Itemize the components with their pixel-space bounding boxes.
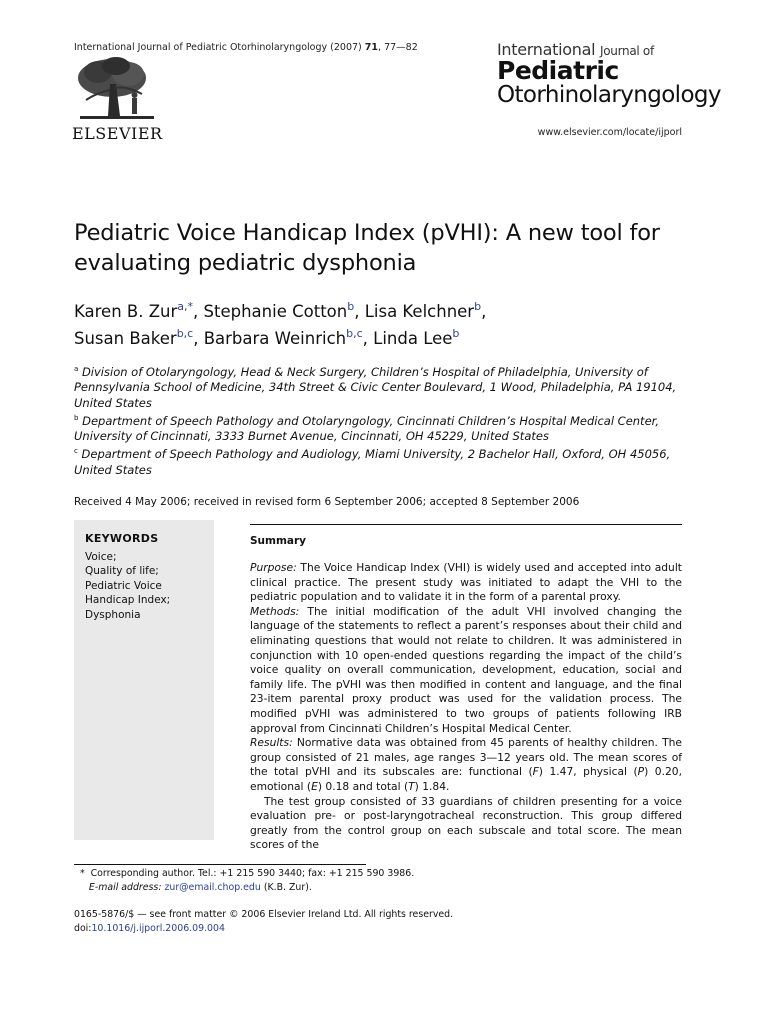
abstract-results <box>250 736 682 794</box>
author-affiliation-mark[interactable]: b <box>347 300 355 313</box>
keyword-item: Quality of life; <box>85 565 159 578</box>
summary-top-rule <box>250 524 682 525</box>
journal-logo-international: International <box>497 40 596 59</box>
email-link[interactable]: zur@email.chop.edu <box>164 882 261 893</box>
author-name: Barbara Weinrich <box>203 329 347 348</box>
results-var: T <box>408 779 415 793</box>
front-matter <box>74 908 453 936</box>
methods-label: Methods: <box>250 604 300 618</box>
keywords-box <box>74 520 214 840</box>
author-name: Karen B. Zur <box>74 302 178 321</box>
author-name: Lisa Kelchner <box>364 302 475 321</box>
results-text: ) 1.84. <box>414 779 450 793</box>
journal-citation <box>74 42 418 53</box>
elsevier-tree-logo <box>70 54 160 126</box>
footnote <box>74 867 414 895</box>
keywords-heading: KEYWORDS <box>85 532 159 545</box>
author-affiliation-mark[interactable]: b <box>474 300 482 313</box>
keyword-item: Handicap Index; <box>85 594 171 607</box>
corresponding-text: Corresponding author. Tel.: +1 215 590 3440; fax: +1 215 590 3986. <box>90 868 415 879</box>
results-text: ) 0.18 and total ( <box>317 779 409 793</box>
author-affiliation-mark[interactable]: b <box>452 327 460 340</box>
author-separator: , <box>193 302 204 321</box>
citation-volume: 71 <box>364 42 379 53</box>
email-suffix: (K.B. Zur). <box>263 882 312 893</box>
journal-logo-journal-of: Journal of <box>600 44 654 58</box>
affiliation-text: Division of Otolaryngology, Head & Neck Surgery, Children’s Hospital of Philadelphia, University of Pennsylvania School of Medicine, 34th Street & Civic Center Boulevard, 1 Wood, Philadelphia, PA 19104, United States <box>74 365 677 410</box>
results-text: Normative data was obtained from 45 parents of healthy children. The group consisted of 21 males, age ranges 3—12 years old. The mean scores of the total pVHI and its subscales are: functional ( <box>250 736 682 779</box>
methods-text: The initial modification of the adult VHI involved changing the language of the statements to reflect a parent’s responses about their child and eliminating questions that would not relate to children. It was administered in conjunction with 10 open-ended questions regarding the impact of the child’s voice quality on overall communication, development, education, social and family life. The pVHI was then modified in content and language, and the final 23-item parental proxy product was used for the validation process. The modified pVHI was administered to two groups of patients following IRB approval from Cincinnati Children’s Hospital Medical Center. <box>250 604 682 735</box>
author-name: Linda Lee <box>373 329 453 348</box>
author-list <box>74 296 714 350</box>
affiliation-text: Department of Speech Pathology and Otolaryngology, Cincinnati Children’s Hospital Medical Center, University of Cincinnati, 3333 Burnet Avenue, Cincinnati, OH 45229, United States <box>74 413 659 444</box>
affiliation-item <box>74 444 686 478</box>
abstract-para2: The test group consisted of 33 guardians of children presenting for a voice evaluation pre- or post-laryngotracheal reconstruction. This group differed greatly from the control group on each subscale and total score. The mean scores of the <box>250 794 682 852</box>
affiliation-item <box>74 411 686 445</box>
affiliations <box>74 362 686 478</box>
keyword-item: Pediatric Voice <box>85 579 162 592</box>
results-text: ) 1.47, physical ( <box>538 765 638 779</box>
abstract-body <box>250 561 682 853</box>
article-title: Pediatric Voice Handicap Index (pVHI): A new tool for evaluating pediatric dysphonia <box>74 220 660 276</box>
email-label: E-mail address: <box>88 882 162 893</box>
author-name: Susan Baker <box>74 329 177 348</box>
doi-link[interactable]: 10.1016/j.ijporl.2006.09.004 <box>91 923 225 934</box>
citation-journal: International Journal of Pediatric Otorhinolaryngology (2007) <box>74 42 362 53</box>
footnote-rule <box>74 864 366 865</box>
results-var: E <box>311 779 318 793</box>
publisher-name: ELSEVIER <box>72 124 163 143</box>
results-var: F <box>532 765 539 779</box>
abstract-purpose <box>250 561 682 605</box>
affiliation-item <box>74 362 686 411</box>
affiliation-mark: a <box>74 365 79 373</box>
author-affiliation-mark[interactable]: b,c <box>176 327 194 340</box>
summary-heading: Summary <box>250 535 307 547</box>
journal-logo-line2: Pediatric <box>497 56 619 85</box>
affiliation-mark: b <box>74 413 79 422</box>
author-separator: , <box>193 329 204 348</box>
journal-url[interactable]: www.elsevier.com/locate/ijporl <box>537 127 682 138</box>
keyword-item: Dysphonia <box>85 608 141 621</box>
author-separator: , <box>481 302 487 321</box>
purpose-label: Purpose: <box>250 561 297 574</box>
issn-copyright: 0165-5876/$ — see front matter © 2006 Elsevier Ireland Ltd. All rights reserved. <box>74 909 454 920</box>
doi-label: doi: <box>74 923 92 934</box>
tree-icon <box>70 54 160 122</box>
asterisk-mark: * <box>74 868 91 879</box>
journal-logo-line3: Otorhinolaryngology <box>497 82 721 108</box>
results-text: ) 0.20, emotional ( <box>250 765 682 793</box>
author-affiliation-mark[interactable]: a,* <box>177 300 194 313</box>
doi-line <box>74 922 453 936</box>
corresponding-author-note <box>74 867 414 881</box>
results-var: P <box>637 765 645 779</box>
keywords-list <box>85 550 170 622</box>
affiliation-text: Department of Speech Pathology and Audiology, Miami University, 2 Bachelor Hall, Oxford, OH 45056, United States <box>74 447 671 477</box>
abstract-methods <box>250 605 682 736</box>
affiliation-mark: c <box>74 447 78 456</box>
author-affiliation-mark[interactable]: b,c <box>346 327 363 340</box>
journal-logo <box>497 40 721 108</box>
results-label: Results: <box>250 736 293 750</box>
keyword-item: Voice; <box>85 551 117 563</box>
author-separator: , <box>362 329 374 348</box>
email-line <box>74 881 414 895</box>
purpose-text: The Voice Handicap Index (VHI) is widely used and accepted into adult clinical practice. The present study was initiated to adapt the VHI to the pediatric population and to validate it in the form of a parental proxy. <box>250 561 682 604</box>
citation-pages: , 77—82 <box>378 42 418 53</box>
author-separator: , <box>354 302 365 321</box>
received-dates: Received 4 May 2006; received in revised form 6 September 2006; accepted 8 September 2006 <box>74 496 580 508</box>
author-name: Stephanie Cotton <box>203 302 348 321</box>
